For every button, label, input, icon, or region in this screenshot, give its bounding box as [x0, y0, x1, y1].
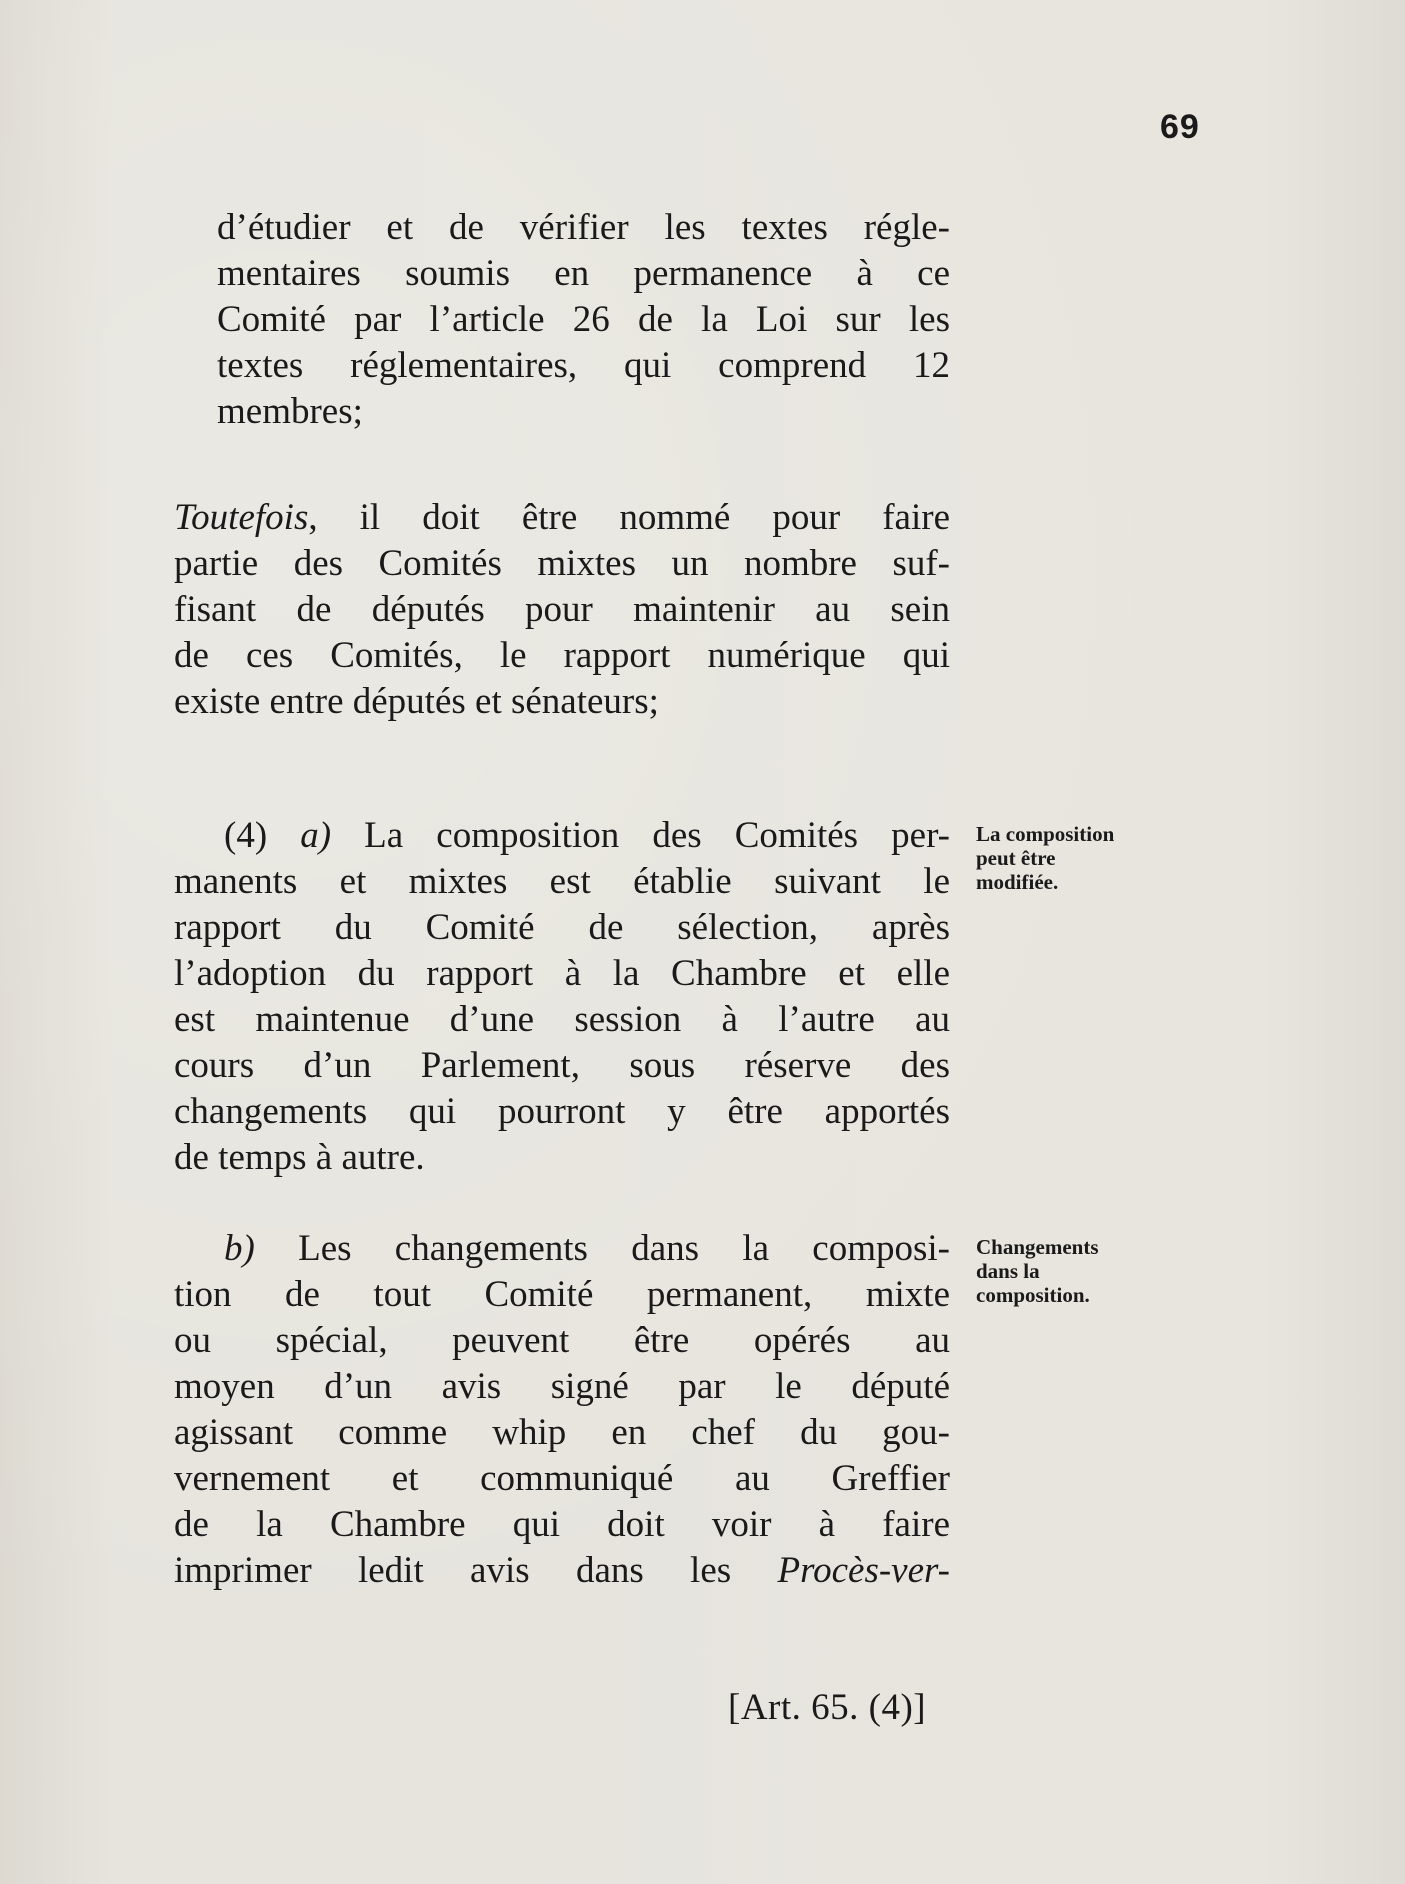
margin-note-changes [976, 1235, 1176, 1307]
text-line: membres; [217, 391, 363, 432]
text-line: manents et mixtes est établie suivant le [174, 861, 950, 902]
text-line: l’adoption du rapport à la Chambre et elle [174, 953, 950, 994]
margin-note-line: modifiée. [976, 870, 1059, 894]
subsection-number: (4) [224, 815, 301, 856]
text-line: de temps à autre. [174, 1137, 425, 1178]
text-line: est maintenue d’une session à l’autre au [174, 999, 950, 1040]
text-run: Les changements dans la composi- [254, 1228, 950, 1269]
text-line: changements qui pourront y être apportés [174, 1091, 950, 1132]
article-reference: [Art. 65. (4)] [728, 1687, 927, 1728]
show-through-text [160, 330, 169, 376]
text-line: tion de tout Comité permanent, mixte [174, 1274, 950, 1315]
text-line: ou spécial, peuvent être opérés au [174, 1320, 950, 1361]
text-line: Comité par l’article 26 de la Loi sur les [217, 299, 950, 340]
text-line: moyen d’un avis signé par le député [174, 1366, 950, 1407]
text-line [174, 495, 950, 541]
text-line [174, 1226, 950, 1272]
paragraph-4a [174, 813, 950, 1181]
italic-lead: Toutefois [174, 497, 309, 538]
margin-note-line: peut être [976, 846, 1056, 870]
text-line: partie des Comités mixtes un nombre suf- [174, 543, 950, 584]
paragraph-4b [174, 1226, 950, 1594]
margin-note-line: La composition [976, 822, 1115, 846]
text-line: textes réglementaires, qui comprend 12 [217, 345, 950, 386]
text-line: existe entre députés et sénateurs; [174, 681, 659, 722]
text-run: La composition des Comités per- [331, 815, 950, 856]
text-run: , il doit être nommé pour faire [308, 497, 950, 538]
text-line: de la Chambre qui doit voir à faire [174, 1504, 950, 1545]
text-line: fisant de députés pour maintenir au sein [174, 589, 950, 630]
text-line: de ces Comités, le rapport numérique qui [174, 635, 950, 676]
text-line: mentaires soumis en permanence à ce [217, 253, 950, 294]
text-line: cours d’un Parlement, sous réserve des [174, 1045, 950, 1086]
paragraph-toutefois [174, 495, 950, 725]
text-run: imprimer ledit avis dans les [174, 1550, 778, 1591]
paragraph-continuation [217, 205, 950, 435]
clause-letter: a) [300, 815, 332, 856]
text-line [174, 813, 950, 859]
text-line [174, 1548, 950, 1594]
text-line: rapport du Comité de sélection, après [174, 907, 950, 948]
clause-letter: b) [224, 1228, 255, 1269]
margin-note-composition [976, 822, 1176, 894]
margin-note-line: dans la [976, 1259, 1040, 1283]
margin-note-line: composition. [976, 1283, 1090, 1307]
text-line: vernement et communiqué au Greffier [174, 1458, 950, 1499]
page-number: 69 [1160, 108, 1200, 146]
margin-note-line: Changements [976, 1235, 1099, 1259]
text-line: agissant comme whip en chef du gou- [174, 1412, 950, 1453]
text-line: d’étudier et de vérifier les textes régle- [217, 207, 950, 248]
italic-term: Procès-ver- [777, 1550, 950, 1591]
